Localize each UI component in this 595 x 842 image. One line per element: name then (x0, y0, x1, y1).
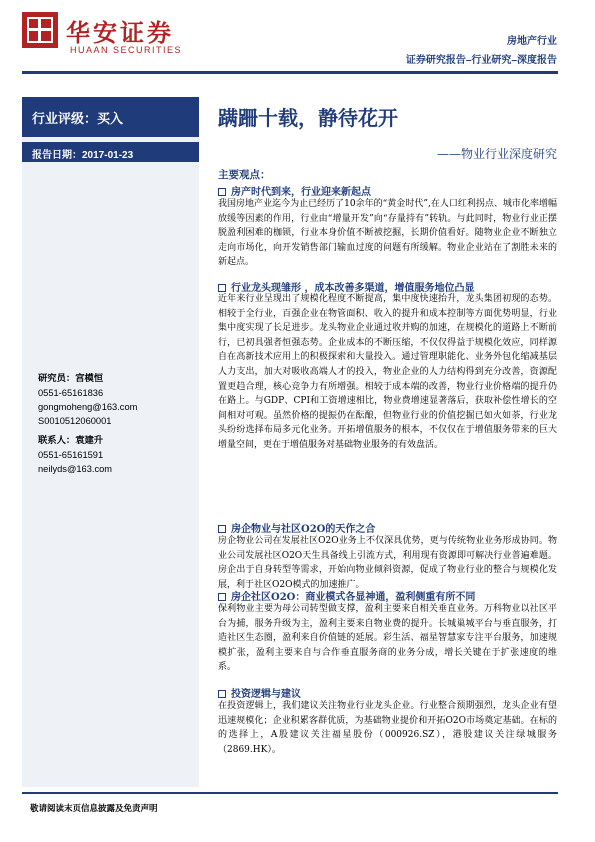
company-logo (22, 12, 58, 48)
main-points-heading: 主要观点： (218, 169, 271, 181)
header-report-type: 证券研究报告–行业研究–深度报告 (405, 55, 557, 66)
industry-rating: 行业评级：买入 (22, 97, 199, 137)
contact-title: 联系人：袁建升 (38, 435, 104, 446)
logo-bar-v (38, 17, 41, 43)
checkbox-bullet-icon (218, 593, 226, 601)
section-heading: 房产时代到来，行业迎来新起点 (218, 183, 371, 198)
footer-divider (22, 792, 558, 794)
analyst-title: 研究员：宫模恒 (38, 373, 104, 384)
section-paragraph: 近年来行业呈现出了规模化程度不断提高，集中度快速抬升，龙头集团初现的态势。相较于全行业，百强企业在物管面积、收入的提升和成本控制等方面优势明显，行业集中度实现了长足进步。龙头物业企业通过收并购的加速，在规模化的道路上不断前行，已初具强者恒强态势。企业成本的不断压缩，不仅仅得益于规模化效应，同样源自在高新技术应用上的积极探索和大量投入。通过管理职能化、业务外包化缩减基层人力支出，加大对吸收高端人才的投入，物业企业的人力结构得到充分改善，资源配置更趋合理，核心竞争力有所增强。相较于成本端的改善，物业行业价格端的提升仍在路上。与GDP、CPI和工资增速相比，物业费增速显著落后，获取补偿性增长的空间相对可观。虽然价格的提振仍在酝酿，但物业行业的价值挖掘已如火如荼，行业龙头纷纷选择布局多元化业务。开拓增值服务的根本，不仅仅在于增值服务带来的巨大增量空间，更在于增值服务对基础物业服务的有效盘活。 (218, 294, 557, 450)
header-divider (22, 71, 558, 74)
section-heading: 投资逻辑与建议 (218, 685, 301, 700)
checkbox-bullet-icon (218, 188, 226, 196)
analyst-card (38, 372, 137, 428)
contact-email: neilyds@163.com (38, 464, 113, 474)
contact-card (38, 434, 112, 476)
checkbox-bullet-icon (218, 525, 226, 533)
section-heading: 房企社区O2O：商业模式各显神通，盈利侧重有所不同 (218, 588, 475, 603)
section-paragraph: 房企物业公司在发展社区O2O业务上不仅深具优势，更与传统物业业务形成协同。物业公司发展社区O2O天生具备线上引流方式，利用现有资源即可解决行业普遍难题。房企出于自身转型等需求，开始向物业倾斜资源，促成了物业行业的整合与规模化发展，利于社区O2O模式的加速推广。 (218, 536, 557, 590)
section-paragraph: 我国房地产业迄今为止已经历了10余年的“黄金时代”,在人口红利拐点、城市化率增幅放缓等因素的作用，行业由“增量开发”向“存量持有”转轨。与此同时，物业行业正摆脱盈利困难的枷锁，行业本身价值不断被挖掘，长期价值看好。随物业企业不断独立走向市场化，向开发销售部门输血过度的问题有所缓解。物业企业站在了割胜未来的新起点。 (218, 199, 557, 268)
contact-phone: 0551-65161591 (38, 450, 104, 460)
checkbox-bullet-icon (218, 284, 226, 292)
section-heading: 房企物业与社区O2O的天作之合 (218, 520, 375, 535)
analyst-phone: 0551-65161836 (38, 388, 104, 398)
analyst-cert: S0010512060001 (38, 416, 112, 426)
logo-english-name: HUAAN SECURITIES (70, 45, 183, 55)
logo-chinese-name: 华安证券 (66, 18, 174, 47)
checkbox-bullet-icon (218, 690, 226, 698)
header-industry: 房地产行业 (507, 36, 557, 47)
report-title: 蹒跚十载，静待花开 (218, 106, 398, 130)
analyst-email: gongmoheng@163.com (38, 402, 138, 412)
section-paragraph: 在投资逻辑上，我们建议关注物业行业龙头企业。行业整合预期强烈，龙头企业有望迅速规模化；企业积累客群优质，为基础物业提价和开拓O2O市场奠定基础。在标的的选择上，A股建议关注福星股份（000926.SZ），港股建议关注绿城服务（2869.HK）。 (218, 701, 557, 755)
section-heading: 行业龙头现雏形 ，成本改善多渠道，增值服务地位凸显 (218, 279, 474, 294)
report-subtitle: ——物业行业深度研究 (436, 147, 557, 161)
report-date: 报告日期：2017-01-23 (22, 142, 199, 162)
section-paragraph: 保利物业主要为母公司转型做支撑，盈利主要来自相关垂直业务。万科物业以社区平台为捕，服务升级为主，盈利主要来自物业费的提升。长城巢城平台与垂直服务，打造社区生态圈，盈利来自价值链的延展。彩生活、福星智慧家专注平台服务，加速规模扩张，盈利主要来自与合作垂直服务商的业务分成，增长关键在于扩张速度的维系。 (218, 604, 557, 673)
footer-disclaimer: 敬请阅读末页信息披露及免责声明 (30, 804, 158, 814)
